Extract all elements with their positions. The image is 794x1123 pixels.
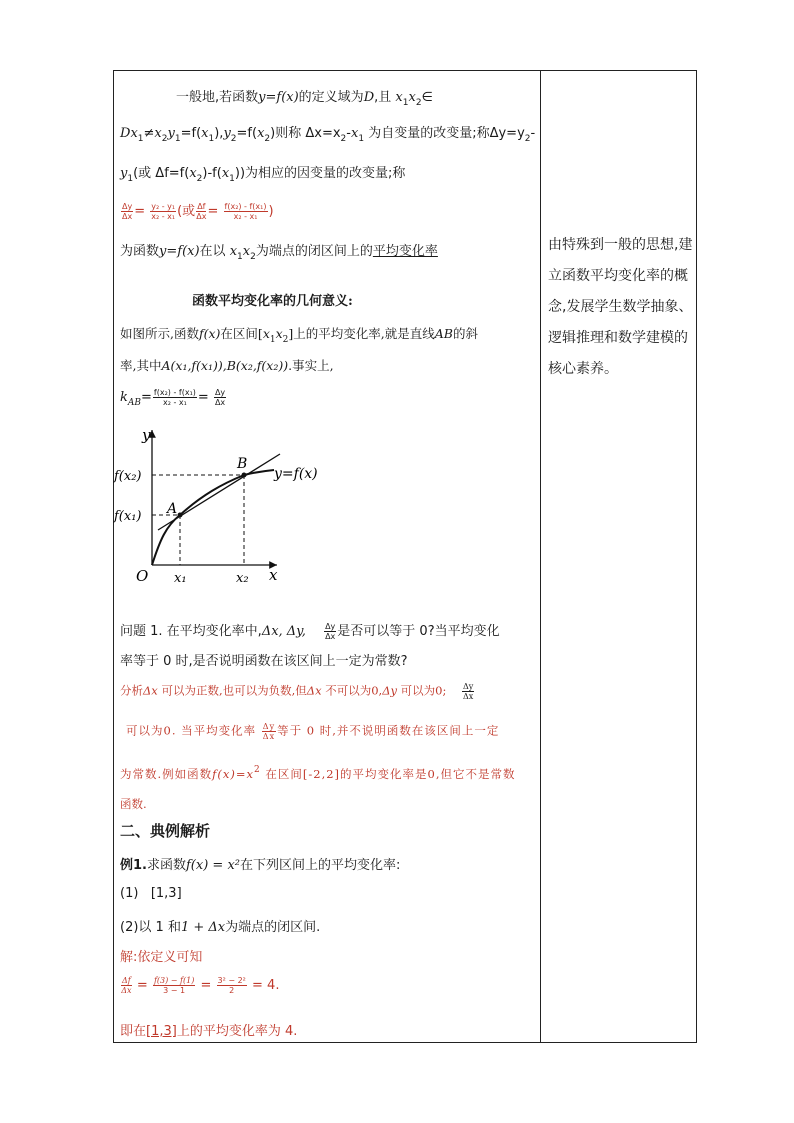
example-1-item-2: (2)以 1 和1 + Δx为端点的闭区间.: [120, 920, 321, 935]
text: 在区间[: [220, 326, 263, 341]
text: 为自变量的改变量;称: [368, 126, 490, 141]
text: 是否可以等于 0?当平均变化: [337, 624, 500, 639]
text: 的斜: [452, 326, 478, 341]
analysis-line-2: 可以为0. 当平均变化率 $\frac{\Delta y}{\Delta x}$ 等于 0 时,并不说明函数在该区间上一定: [126, 722, 500, 741]
point-a: [178, 513, 183, 518]
question-1-line-2: 率等于 0 时,是否说明函数在该区间上一定为常数?: [120, 654, 408, 669]
text: =: [141, 390, 152, 405]
fraction: $\frac{\Delta f}{\Delta x}$: [121, 976, 132, 995]
text: ,且: [374, 90, 392, 105]
text: y=f(x): [159, 244, 200, 259]
text: 问题 1. 在平均变化率中,: [120, 624, 262, 639]
key-term: 平均变化率: [372, 244, 438, 259]
text: AB: [127, 398, 142, 408]
fraction: $\frac{\Delta f}{\Delta x}$: [196, 202, 207, 221]
table-divider: [540, 70, 541, 1043]
x1-label: x₁: [174, 571, 187, 586]
definition-line-3: $y_1$(或 $\Delta f=f(x_2)-f(x_1)$)为相应的因变量的改变量;称: [120, 166, 406, 184]
slope-formula: $k_{AB}=$ $\frac{\text{f(x₂) - f(x₁)}}{\text{x₂ - x₁}}$ = $\frac{\Delta y}{\Delta x}$: [120, 388, 226, 408]
text: 在以: [199, 244, 226, 259]
solution-formula: $\frac{\Delta f}{\Delta x}$ = $\frac{f(3) - f(1)}{3 - 1}$ = $\frac{\text{3² − 2²}}{2}$ = 4.: [121, 976, 280, 995]
analysis-line-1: 分析Δx 可以为正数,也可以为负数,但Δx 不可以为0,Δy 可以为0; $\frac{\Delta y}{\Delta x}$: [120, 682, 474, 701]
example-1: 例1.求函数f(x) = x²在下列区间上的平均变化率:: [120, 858, 401, 873]
text: 如图所示,函数: [120, 326, 199, 341]
text: ]上的平均变化率,就是直线: [288, 326, 435, 341]
text: (或 Δf=f(: [133, 166, 190, 181]
point-a-label: A: [167, 501, 178, 517]
fraction: $\frac{\text{f(x₂) - f(x₁)}}{\text{x₂ - x₁}}$: [153, 388, 196, 407]
text: Δx, Δy,: [261, 624, 306, 639]
fraction: $\frac{\text{y₂ - y₁}}{\text{x₂ - x₁}}$: [151, 202, 176, 221]
fraction: $\frac{\text{3² − 2²}}{2}$: [217, 976, 246, 995]
text: 为函数: [120, 244, 160, 259]
curve-label: y=f(x): [274, 466, 318, 482]
text: ∈: [421, 90, 433, 105]
text: D: [120, 126, 131, 141]
analysis-line-3: 为常数.例如函数$f(x)=x^2$ 在区间[-2,2]的平均变化率是0,但它不是常数: [120, 765, 516, 781]
text: ))为相应的因变量的改变量;称: [234, 166, 406, 181]
fraction: $\frac{\Delta y}{\Delta x}$: [122, 202, 133, 221]
point-b: [242, 473, 247, 478]
point-b-label: B: [237, 456, 248, 472]
example-1-item-1: (1) [1,3]: [120, 886, 182, 901]
definition-line-5: 为函数y=f(x)在以 $x_1x_2$为端点的闭区间上的平均变化率: [120, 244, 438, 262]
solution-conclusion: 即在[1,3]上的平均变化率为 4.: [120, 1024, 298, 1039]
text: Δy=y: [489, 126, 525, 141]
fraction: $\frac{\Delta y}{\Delta x}$: [214, 388, 226, 407]
average-rate-figure: [112, 420, 332, 590]
text: 为端点的闭区间上的: [255, 244, 373, 259]
text: A(x₁,f(x₁)),B(x₂,f(x₂)): [161, 358, 289, 373]
fraction: $\frac{\Delta y}{\Delta x}$: [262, 722, 276, 741]
fx1-label: f(x₁): [114, 509, 142, 524]
text: D: [363, 90, 375, 105]
solution-intro: 解:依定义可知: [120, 950, 203, 965]
section-heading: 二、典例解析: [120, 822, 211, 840]
text: .事实上,: [288, 358, 334, 373]
text: )-f(: [202, 166, 222, 181]
definition-line-1: 一般地,若函数y=f(x)的定义域为D,且 $x_1x_2\in$: [176, 90, 433, 108]
text: 则称 Δx=x: [275, 126, 341, 141]
text: ≠: [143, 126, 155, 141]
geometry-line-2: [120, 356, 334, 374]
text: 率,其中: [120, 358, 162, 373]
fraction: $\frac{\Delta y}{\Delta x}$: [463, 682, 474, 701]
text: 一般地,若函数: [176, 90, 259, 105]
fraction: $\frac{\text{f(x₂) - f(x₁)}}{\text{x₂ - x₁}}$: [224, 202, 267, 221]
function-curve: [152, 470, 274, 565]
question-1-line-1: [120, 620, 500, 641]
x-axis-label: x: [269, 566, 278, 584]
y-axis-label: y: [142, 426, 151, 444]
text: =f(: [180, 126, 202, 141]
fraction: $\frac{\Delta y}{\Delta x}$: [325, 622, 336, 641]
definition-line-2: $Dx_1\ne x_2y_1=f(x_1),y_2=f(x_2)$则称 $\Delta x=x_2-x_1$ 为自变量的改变量;称$\Delta y=y_2-$: [120, 126, 536, 144]
text: 的定义域为: [298, 90, 364, 105]
fx2-label: f(x₂): [114, 469, 142, 484]
x2-label: x₂: [236, 571, 249, 586]
text: =f(: [236, 126, 258, 141]
secant-line-ab: [158, 454, 280, 530]
text: f(x): [198, 326, 221, 341]
text: AB: [434, 326, 453, 341]
geometry-heading: 函数平均变化率的几何意义:: [192, 294, 353, 309]
geometry-line-1: 如图所示,函数f(x)在区间$[x_1x_2]$上的平均变化率,就是直线AB的斜: [120, 326, 478, 345]
text: y=f(x): [258, 90, 299, 105]
text: k: [120, 390, 128, 405]
text: ): [270, 126, 276, 141]
definition-fraction-line: $\frac{\Delta y}{\Delta x}$ = $\frac{\text{y₂ - y₁}}{\text{x₂ - x₁}}$ (或 $\frac{\Delta f}{\Delta x}$ = $\frac{\text{f(x₂) - f(x₁)}}{\text{x₂ - x₁}}$ ): [122, 202, 274, 221]
design-intent-note: 由特殊到一般的思想,建立函数平均变化率的概念,发展学生数学抽象、逻辑推理和数学建模的核心素养。: [548, 237, 693, 377]
analysis-line-4: 函数.: [120, 797, 147, 811]
origin-label: O: [136, 567, 149, 585]
fraction: $\frac{f(3) - f(1)}{3 - 1}$: [153, 976, 195, 995]
